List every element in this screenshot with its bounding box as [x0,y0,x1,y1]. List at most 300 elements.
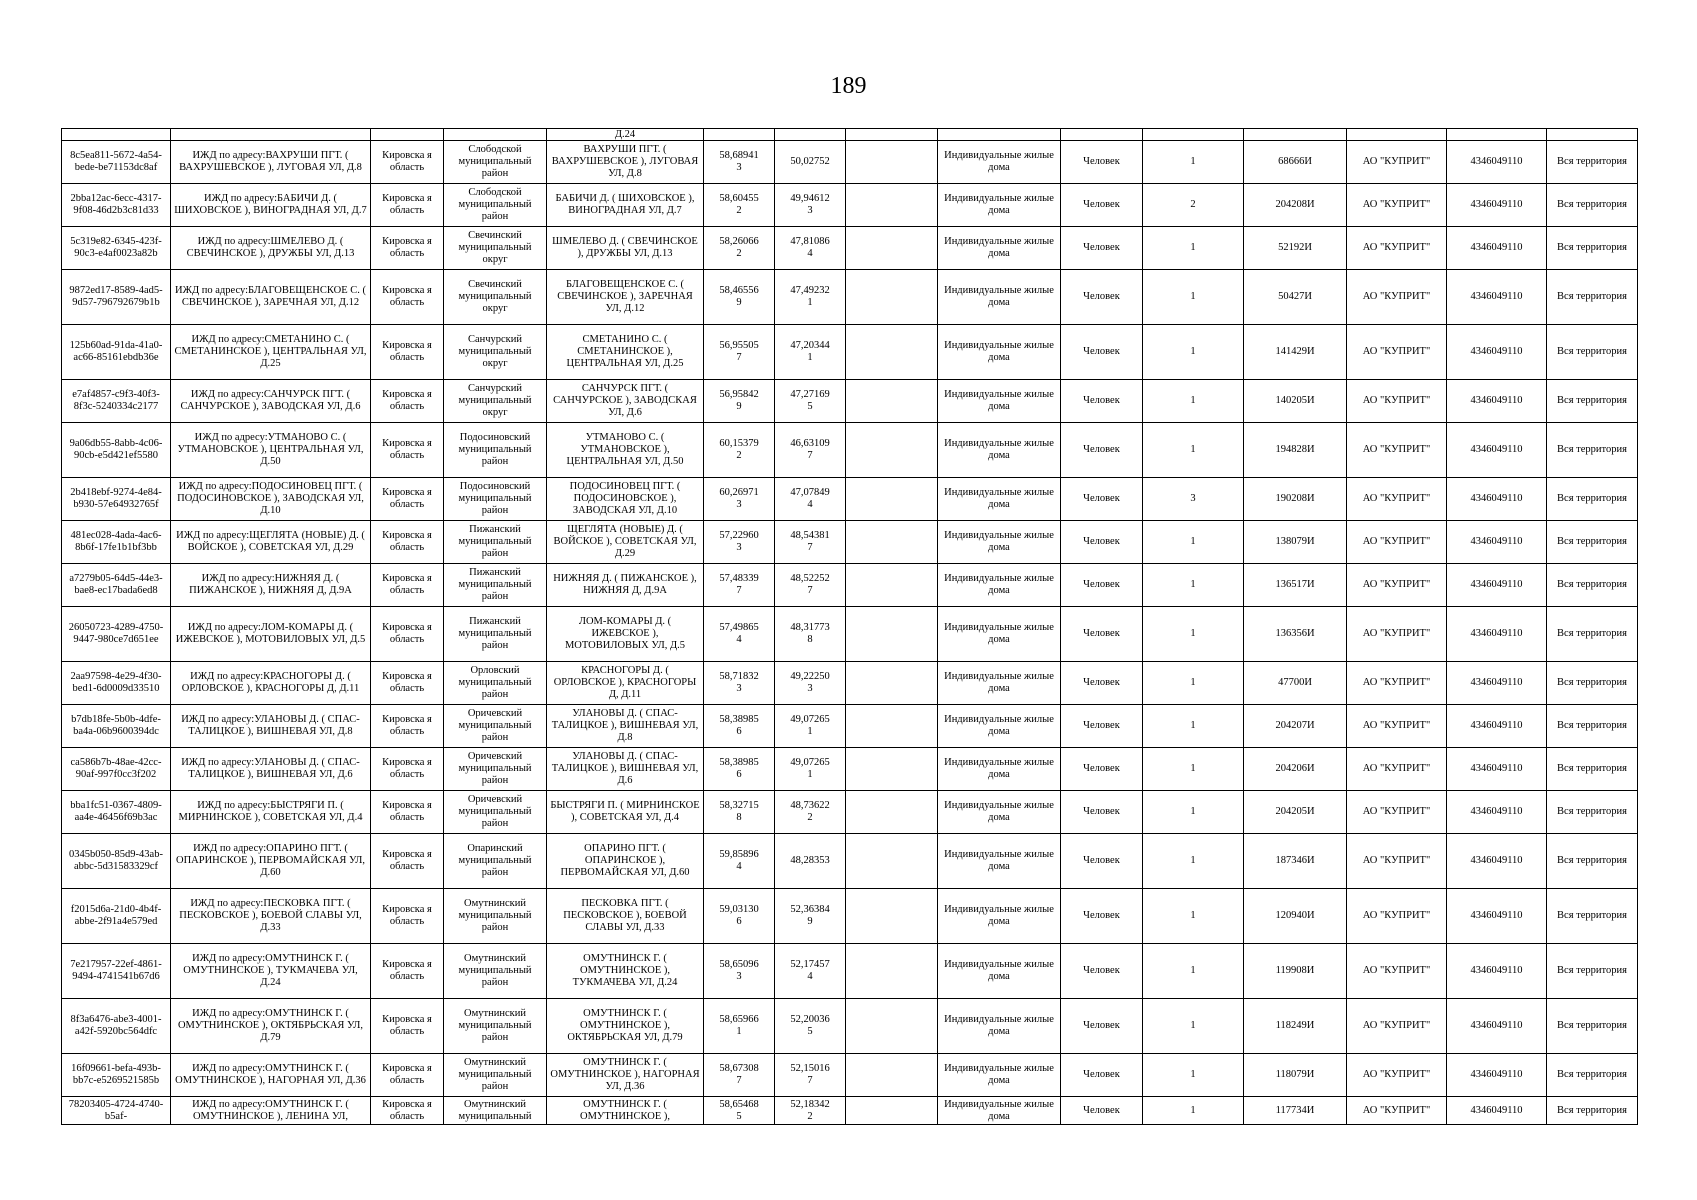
longitude-cell: 48,54381 7 [775,521,846,564]
address-cell: УТМАНОВО С. ( УТМАНОВСКОЕ ), ЦЕНТРАЛЬНАЯ УЛ, Д.50 [547,423,704,478]
scope-cell: Вся территория [1547,141,1638,184]
object-id-cell: 481ec028-4ada-4ac6-8b6f-17fe1b1bf3bb [62,521,171,564]
organization-cell: АО "КУПРИТ" [1347,834,1447,889]
object-name-cell: ИЖД по адресу:СМЕТАНИНО С. ( СМЕТАНИНСКОЕ ), ЦЕНТРАЛЬНАЯ УЛ, Д.25 [171,325,371,380]
address-cell: БЛАГОВЕЩЕНСКОЕ С. ( СВЕЧИНСКОЕ ), ЗАРЕЧНАЯ УЛ, Д.12 [547,270,704,325]
scope-cell: Вся территория [1547,791,1638,834]
table-row [62,141,1638,184]
registry-body [62,129,1638,1125]
inn-cell: 4346049110 [1447,944,1547,999]
unit-cell: Человек [1061,1054,1143,1097]
inn-cell: 4346049110 [1447,889,1547,944]
unit-cell: Человек [1061,380,1143,423]
table-row [62,270,1638,325]
code-cell: 141429И [1244,325,1347,380]
object-name-cell: ИЖД по адресу:ОМУТНИНСК Г. ( ОМУТНИНСКОЕ ), НАГОРНАЯ УЛ, Д.36 [171,1054,371,1097]
table-row [62,478,1638,521]
table-row [62,791,1638,834]
scope-cell: Вся территория [1547,889,1638,944]
latitude-cell: 58,26066 2 [704,227,775,270]
organization-cell: АО "КУПРИТ" [1347,999,1447,1054]
region-cell: Кировска я область [371,1054,444,1097]
category-cell: Индивидуальные жилые дома [938,662,1061,705]
quantity-cell: 1 [1143,227,1244,270]
empty-cell [846,1097,938,1125]
table-row [62,184,1638,227]
code-cell: 120940И [1244,889,1347,944]
latitude-cell: 58,65966 1 [704,999,775,1054]
code-cell: 68666И [1244,141,1347,184]
address-cell: БЫСТРЯГИ П. ( МИРНИНСКОЕ ), СОВЕТСКАЯ УЛ, Д.4 [547,791,704,834]
district-cell: Слободской муниципальный район [444,141,547,184]
inn-cell: 4346049110 [1447,607,1547,662]
scope-cell: Вся территория [1547,607,1638,662]
empty-cell [846,834,938,889]
object-name-cell: ИЖД по адресу:УЛАНОВЫ Д. ( СПАС-ТАЛИЦКОЕ ), ВИШНЕВАЯ УЛ, Д.6 [171,748,371,791]
unit-cell: Человек [1061,270,1143,325]
organization-cell: АО "КУПРИТ" [1347,227,1447,270]
district-cell: Омутнинский муниципальный район [444,889,547,944]
category-cell: Индивидуальные жилые дома [938,270,1061,325]
scope-cell: Вся территория [1547,705,1638,748]
inn-cell: 4346049110 [1447,748,1547,791]
object-name-cell: ИЖД по адресу:УТМАНОВО С. ( УТМАНОВСКОЕ ), ЦЕНТРАЛЬНАЯ УЛ, Д.50 [171,423,371,478]
scope-cell: Вся территория [1547,380,1638,423]
inn-cell: 4346049110 [1447,325,1547,380]
inn-cell: 4346049110 [1447,270,1547,325]
organization-cell: АО "КУПРИТ" [1347,270,1447,325]
organization-cell: АО "КУПРИТ" [1347,1097,1447,1125]
organization-cell: АО "КУПРИТ" [1347,944,1447,999]
district-cell: Свечинский муниципальный округ [444,270,547,325]
empty-cell [846,889,938,944]
unit-cell: Человек [1061,564,1143,607]
object-name-cell: ИЖД по адресу:КРАСНОГОРЫ Д. ( ОРЛОВСКОЕ ), КРАСНОГОРЫ Д, Д.11 [171,662,371,705]
code-cell: 136517И [1244,564,1347,607]
scope-cell: Вся территория [1547,944,1638,999]
code-cell: 140205И [1244,380,1347,423]
organization-cell: АО "КУПРИТ" [1347,141,1447,184]
region-cell: Кировска я область [371,662,444,705]
scope-cell: Вся территория [1547,834,1638,889]
organization-cell: АО "КУПРИТ" [1347,662,1447,705]
object-name-cell: ИЖД по адресу:БАБИЧИ Д. ( ШИХОВСКОЕ ), ВИНОГРАДНАЯ УЛ, Д.7 [171,184,371,227]
latitude-cell: 58,46556 9 [704,270,775,325]
address-cell: ОПАРИНО ПГТ. ( ОПАРИНСКОЕ ), ПЕРВОМАЙСКАЯ УЛ, Д.60 [547,834,704,889]
object-id-cell: ca586b7b-48ae-42cc-90af-997f0cc3f202 [62,748,171,791]
longitude-cell: 52,20036 5 [775,999,846,1054]
table-row [62,1097,1638,1125]
scope-cell: Вся территория [1547,1054,1638,1097]
object-name-cell: ИЖД по адресу:ВАХРУШИ ПГТ. ( ВАХРУШЕВСКОЕ ), ЛУГОВАЯ УЛ, Д.8 [171,141,371,184]
empty-cell [846,791,938,834]
longitude-cell: 52,17457 4 [775,944,846,999]
longitude-cell: 52,18342 2 [775,1097,846,1125]
category-cell: Индивидуальные жилые дома [938,564,1061,607]
empty-cell [846,478,938,521]
latitude-cell: 58,38985 6 [704,748,775,791]
object-id-cell: 2bba12ac-6ecc-4317-9f08-46d2b3c81d33 [62,184,171,227]
object-name-cell: ИЖД по адресу:ПЕСКОВКА ПГТ. ( ПЕСКОВСКОЕ ), БОЕВОЙ СЛАВЫ УЛ, Д.33 [171,889,371,944]
inn-cell: 4346049110 [1447,478,1547,521]
empty-cell [846,270,938,325]
scope-cell: Вся территория [1547,270,1638,325]
organization-cell: АО "КУПРИТ" [1347,1054,1447,1097]
quantity-cell: 1 [1143,1097,1244,1125]
object-name-cell: ИЖД по адресу:ПОДОСИНОВЕЦ ПГТ. ( ПОДОСИНОВСКОЕ ), ЗАВОДСКАЯ УЛ, Д.10 [171,478,371,521]
object-name-cell: ИЖД по адресу:ОМУТНИНСК Г. ( ОМУТНИНСКОЕ ), ОКТЯБРЬСКАЯ УЛ, Д.79 [171,999,371,1054]
object-id-cell: 5c319e82-6345-423f-90c3-e4af0023a82b [62,227,171,270]
object-id-cell: 8c5ea811-5672-4a54-bede-be71153dc8af [62,141,171,184]
inn-cell: 4346049110 [1447,1097,1547,1125]
object-name-cell: ИЖД по адресу:ШМЕЛЕВО Д. ( СВЕЧИНСКОЕ ), ДРУЖБЫ УЛ, Д.13 [171,227,371,270]
region-cell: Кировска я область [371,889,444,944]
category-cell: Индивидуальные жилые дома [938,705,1061,748]
organization-cell: АО "КУПРИТ" [1347,748,1447,791]
address-cell: КРАСНОГОРЫ Д. ( ОРЛОВСКОЕ ), КРАСНОГОРЫ Д, Д.11 [547,662,704,705]
unit-cell: Человек [1061,227,1143,270]
organization-cell: АО "КУПРИТ" [1347,423,1447,478]
region-cell: Кировска я область [371,325,444,380]
category-cell: Индивидуальные жилые дома [938,1097,1061,1125]
table-row [62,380,1638,423]
unit-cell: Человек [1061,141,1143,184]
latitude-cell: 58,71832 3 [704,662,775,705]
address-cell: ОМУТНИНСК Г. ( ОМУТНИНСКОЕ ), ТУКМАЧЕВА УЛ, Д.24 [547,944,704,999]
empty-cell [846,325,938,380]
table-row [62,662,1638,705]
object-id-cell: 7e217957-22ef-4861-9494-4741541b67d6 [62,944,171,999]
scope-cell: Вся территория [1547,748,1638,791]
empty-cell [846,184,938,227]
empty-cell [846,564,938,607]
unit-cell: Человек [1061,705,1143,748]
scope-cell: Вся территория [1547,564,1638,607]
object-id-cell: 78203405-4724-4740-b5af- [62,1097,171,1125]
empty-cell [846,607,938,662]
category-cell: Индивидуальные жилые дома [938,791,1061,834]
code-cell: 204205И [1244,791,1347,834]
organization-cell: АО "КУПРИТ" [1347,705,1447,748]
object-name-cell: ИЖД по адресу:БЫСТРЯГИ П. ( МИРНИНСКОЕ ), СОВЕТСКАЯ УЛ, Д.4 [171,791,371,834]
inn-cell: 4346049110 [1447,184,1547,227]
latitude-cell: 59,85896 4 [704,834,775,889]
address-cell: ЛОМ-КОМАРЫ Д. ( ИЖЕВСКОЕ ), МОТОВИЛОВЫХ УЛ, Д.5 [547,607,704,662]
address-cell: ШМЕЛЕВО Д. ( СВЕЧИНСКОЕ ), ДРУЖБЫ УЛ, Д.13 [547,227,704,270]
region-cell: Кировска я область [371,227,444,270]
category-cell: Индивидуальные жилые дома [938,478,1061,521]
scope-cell: Вся территория [1547,999,1638,1054]
address-cell: САНЧУРСК ПГТ. ( САНЧУРСКОЕ ), ЗАВОДСКАЯ УЛ, Д.6 [547,380,704,423]
district-cell: Санчурский муниципальный округ [444,325,547,380]
unit-cell: Человек [1061,944,1143,999]
longitude-cell: 49,07265 1 [775,748,846,791]
unit-cell: Человек [1061,748,1143,791]
inn-cell: 4346049110 [1447,662,1547,705]
empty-cell [846,705,938,748]
region-cell: Кировска я область [371,1097,444,1125]
unit-cell: Человек [1061,521,1143,564]
unit-cell: Человек [1061,834,1143,889]
category-cell: Индивидуальные жилые дома [938,184,1061,227]
address-cell: ОМУТНИНСК Г. ( ОМУТНИНСКОЕ ), НАГОРНАЯ УЛ, Д.36 [547,1054,704,1097]
quantity-cell: 1 [1143,564,1244,607]
object-name-cell: ИЖД по адресу:САНЧУРСК ПГТ. ( САНЧУРСКОЕ ), ЗАВОДСКАЯ УЛ, Д.6 [171,380,371,423]
region-cell: Кировска я область [371,270,444,325]
quantity-cell: 1 [1143,423,1244,478]
object-id-cell: a7279b05-64d5-44e3-bae8-ec17bada6ed8 [62,564,171,607]
table-row [62,521,1638,564]
empty-cell [846,999,938,1054]
district-cell: Оричевский муниципальный район [444,705,547,748]
longitude-cell: 48,52252 7 [775,564,846,607]
category-cell: Индивидуальные жилые дома [938,1054,1061,1097]
district-cell: Подосиновский муниципальный район [444,423,547,478]
object-id-cell: 9872ed17-8589-4ad5-9d57-796792679b1b [62,270,171,325]
address-cell: СМЕТАНИНО С. ( СМЕТАНИНСКОЕ ), ЦЕНТРАЛЬНАЯ УЛ, Д.25 [547,325,704,380]
district-cell: Омутнинский муниципальный район [444,999,547,1054]
latitude-cell: 60,15379 2 [704,423,775,478]
organization-cell: АО "КУПРИТ" [1347,564,1447,607]
district-cell: Омутнинский муниципальный район [444,944,547,999]
longitude-cell: 47,27169 5 [775,380,846,423]
table-row [62,423,1638,478]
empty-cell [846,662,938,705]
quantity-cell: 1 [1143,1054,1244,1097]
inn-cell: 4346049110 [1447,423,1547,478]
inn-cell: 4346049110 [1447,227,1547,270]
unit-cell: Человек [1061,999,1143,1054]
longitude-cell: 47,20344 1 [775,325,846,380]
organization-cell: АО "КУПРИТ" [1347,184,1447,227]
empty-cell [846,748,938,791]
object-id-cell: 16f09661-befa-493b-bb7c-e5269521585b [62,1054,171,1097]
quantity-cell: 1 [1143,791,1244,834]
quantity-cell: 1 [1143,270,1244,325]
table-row [62,325,1638,380]
region-cell: Кировска я область [371,705,444,748]
object-name-cell: ИЖД по адресу:ЩЕГЛЯТА (НОВЫЕ) Д. ( ВОЙСКОЕ ), СОВЕТСКАЯ УЛ, Д.29 [171,521,371,564]
longitude-cell: 46,63109 7 [775,423,846,478]
organization-cell: АО "КУПРИТ" [1347,325,1447,380]
category-cell: Индивидуальные жилые дома [938,834,1061,889]
category-cell: Индивидуальные жилые дома [938,227,1061,270]
empty-cell [846,141,938,184]
latitude-cell: 57,22960 3 [704,521,775,564]
latitude-cell: 58,68941 3 [704,141,775,184]
latitude-cell: 57,49865 4 [704,607,775,662]
category-cell: Индивидуальные жилые дома [938,607,1061,662]
code-cell: 138079И [1244,521,1347,564]
table-row [62,227,1638,270]
scope-cell: Вся территория [1547,478,1638,521]
longitude-cell: 47,81086 4 [775,227,846,270]
unit-cell: Человек [1061,607,1143,662]
code-cell: 118079И [1244,1054,1347,1097]
empty-cell [846,521,938,564]
district-cell: Свечинский муниципальный округ [444,227,547,270]
organization-cell: АО "КУПРИТ" [1347,521,1447,564]
region-cell: Кировска я область [371,999,444,1054]
district-cell: Пижанский муниципальный район [444,521,547,564]
scope-cell: Вся территория [1547,423,1638,478]
object-name-cell: ИЖД по адресу:УЛАНОВЫ Д. ( СПАС-ТАЛИЦКОЕ ), ВИШНЕВАЯ УЛ, Д.8 [171,705,371,748]
address-cell: ОМУТНИНСК Г. ( ОМУТНИНСКОЕ ), [547,1097,704,1125]
organization-cell: АО "КУПРИТ" [1347,607,1447,662]
scope-cell: Вся территория [1547,227,1638,270]
address-cell: УЛАНОВЫ Д. ( СПАС-ТАЛИЦКОЕ ), ВИШНЕВАЯ УЛ, Д.6 [547,748,704,791]
district-cell: Подосиновский муниципальный район [444,478,547,521]
empty-cell [846,227,938,270]
code-cell: 47700И [1244,662,1347,705]
latitude-cell: 57,48339 7 [704,564,775,607]
table-row [62,564,1638,607]
category-cell: Индивидуальные жилые дома [938,748,1061,791]
quantity-cell: 1 [1143,325,1244,380]
inn-cell: 4346049110 [1447,380,1547,423]
region-cell: Кировска я область [371,564,444,607]
object-id-cell: 9a06db55-8abb-4c06-90cb-e5d421ef5580 [62,423,171,478]
district-cell: Оричевский муниципальный район [444,791,547,834]
table-row [62,889,1638,944]
scope-cell: Вся территория [1547,521,1638,564]
address-cell: ПЕСКОВКА ПГТ. ( ПЕСКОВСКОЕ ), БОЕВОЙ СЛАВЫ УЛ, Д.33 [547,889,704,944]
scope-cell: Вся территория [1547,1097,1638,1125]
longitude-cell: 49,07265 1 [775,705,846,748]
latitude-cell: 58,38985 6 [704,705,775,748]
object-name-cell: ИЖД по адресу:ЛОМ-КОМАРЫ Д. ( ИЖЕВСКОЕ ), МОТОВИЛОВЫХ УЛ, Д.5 [171,607,371,662]
scope-cell: Вся территория [1547,184,1638,227]
longitude-cell: 49,22250 3 [775,662,846,705]
quantity-cell: 1 [1143,999,1244,1054]
scope-cell: Вся территория [1547,662,1638,705]
empty-cell [846,944,938,999]
latitude-cell: 56,95842 9 [704,380,775,423]
table-row [62,999,1638,1054]
region-cell: Кировска я область [371,380,444,423]
region-cell: Кировска я область [371,423,444,478]
unit-cell: Человек [1061,889,1143,944]
empty-cell [846,1054,938,1097]
category-cell: Индивидуальные жилые дома [938,889,1061,944]
code-cell: 187346И [1244,834,1347,889]
code-cell: 136356И [1244,607,1347,662]
quantity-cell: 1 [1143,607,1244,662]
longitude-cell: 52,36384 9 [775,889,846,944]
region-cell: Кировска я область [371,184,444,227]
address-cell: УЛАНОВЫ Д. ( СПАС-ТАЛИЦКОЕ ), ВИШНЕВАЯ УЛ, Д.8 [547,705,704,748]
latitude-cell: 58,65468 5 [704,1097,775,1125]
unit-cell: Человек [1061,791,1143,834]
latitude-cell: 60,26971 3 [704,478,775,521]
code-cell: 204206И [1244,748,1347,791]
address-cell: ПОДОСИНОВЕЦ ПГТ. ( ПОДОСИНОВСКОЕ ), ЗАВОДСКАЯ УЛ, Д.10 [547,478,704,521]
continuation-row [62,129,1638,141]
table-row [62,944,1638,999]
latitude-cell: 56,95505 7 [704,325,775,380]
region-cell: Кировска я область [371,791,444,834]
code-cell: 119908И [1244,944,1347,999]
quantity-cell: 1 [1143,141,1244,184]
table-row [62,705,1638,748]
category-cell: Индивидуальные жилые дома [938,944,1061,999]
inn-cell: 4346049110 [1447,521,1547,564]
latitude-cell: 59,03130 6 [704,889,775,944]
object-id-cell: b7db18fe-5b0b-4dfe-ba4a-06b9600394dc [62,705,171,748]
object-id-cell: 125b60ad-91da-41a0-ac66-85161ebdb36e [62,325,171,380]
code-cell: 50427И [1244,270,1347,325]
object-name-cell: ИЖД по адресу:ОПАРИНО ПГТ. ( ОПАРИНСКОЕ ), ПЕРВОМАЙСКАЯ УЛ, Д.60 [171,834,371,889]
code-cell: 190208И [1244,478,1347,521]
longitude-cell: 47,49232 1 [775,270,846,325]
object-id-cell: e7af4857-c9f3-40f3-8f3c-5240334c2177 [62,380,171,423]
inn-cell: 4346049110 [1447,834,1547,889]
organization-cell: АО "КУПРИТ" [1347,478,1447,521]
page-number: 189 [830,73,867,99]
address-cell: ЩЕГЛЯТА (НОВЫЕ) Д. ( ВОЙСКОЕ ), СОВЕТСКАЯ УЛ, Д.29 [547,521,704,564]
object-id-cell: 26050723-4289-4750-9447-980ce7d651ee [62,607,171,662]
quantity-cell: 1 [1143,662,1244,705]
unit-cell: Человек [1061,478,1143,521]
address-cell: ВАХРУШИ ПГТ. ( ВАХРУШЕВСКОЕ ), ЛУГОВАЯ УЛ, Д.8 [547,141,704,184]
district-cell: Орловский муниципальный район [444,662,547,705]
code-cell: 117734И [1244,1097,1347,1125]
object-id-cell: 0345b050-85d9-43ab-abbc-5d31583329cf [62,834,171,889]
region-cell: Кировска я область [371,141,444,184]
object-id-cell: 8f3a6476-abe3-4001-a42f-5920bc564dfc [62,999,171,1054]
empty-cell [846,423,938,478]
category-cell: Индивидуальные жилые дома [938,423,1061,478]
district-cell: Санчурский муниципальный округ [444,380,547,423]
quantity-cell: 2 [1143,184,1244,227]
organization-cell: АО "КУПРИТ" [1347,380,1447,423]
inn-cell: 4346049110 [1447,999,1547,1054]
continuation-address: Д.24 [547,129,704,141]
code-cell: 52192И [1244,227,1347,270]
object-id-cell: f2015d6a-21d0-4b4f-abbe-2f91a4e579ed [62,889,171,944]
region-cell: Кировска я область [371,748,444,791]
unit-cell: Человек [1061,662,1143,705]
district-cell: Омутнинский муниципальный [444,1097,547,1125]
latitude-cell: 58,60455 2 [704,184,775,227]
quantity-cell: 3 [1143,478,1244,521]
object-name-cell: ИЖД по адресу:НИЖНЯЯ Д. ( ПИЖАНСКОЕ ), НИЖНЯЯ Д, Д.9А [171,564,371,607]
longitude-cell: 47,07849 4 [775,478,846,521]
category-cell: Индивидуальные жилые дома [938,999,1061,1054]
longitude-cell: 50,02752 [775,141,846,184]
district-cell: Пижанский муниципальный район [444,607,547,662]
inn-cell: 4346049110 [1447,564,1547,607]
code-cell: 194828И [1244,423,1347,478]
region-cell: Кировска я область [371,607,444,662]
latitude-cell: 58,32715 8 [704,791,775,834]
object-name-cell: ИЖД по адресу:ОМУТНИНСК Г. ( ОМУТНИНСКОЕ ), ЛЕНИНА УЛ, [171,1097,371,1125]
quantity-cell: 1 [1143,889,1244,944]
unit-cell: Человек [1061,1097,1143,1125]
district-cell: Опаринский муниципальный район [444,834,547,889]
address-cell: ОМУТНИНСК Г. ( ОМУТНИНСКОЕ ), ОКТЯБРЬСКАЯ УЛ, Д.79 [547,999,704,1054]
code-cell: 118249И [1244,999,1347,1054]
longitude-cell: 48,28353 [775,834,846,889]
organization-cell: АО "КУПРИТ" [1347,791,1447,834]
region-cell: Кировска я область [371,944,444,999]
unit-cell: Человек [1061,184,1143,227]
region-cell: Кировска я область [371,478,444,521]
quantity-cell: 1 [1143,521,1244,564]
scope-cell: Вся территория [1547,325,1638,380]
object-name-cell: ИЖД по адресу:ОМУТНИНСК Г. ( ОМУТНИНСКОЕ ), ТУКМАЧЕВА УЛ, Д.24 [171,944,371,999]
district-cell: Слободской муниципальный район [444,184,547,227]
